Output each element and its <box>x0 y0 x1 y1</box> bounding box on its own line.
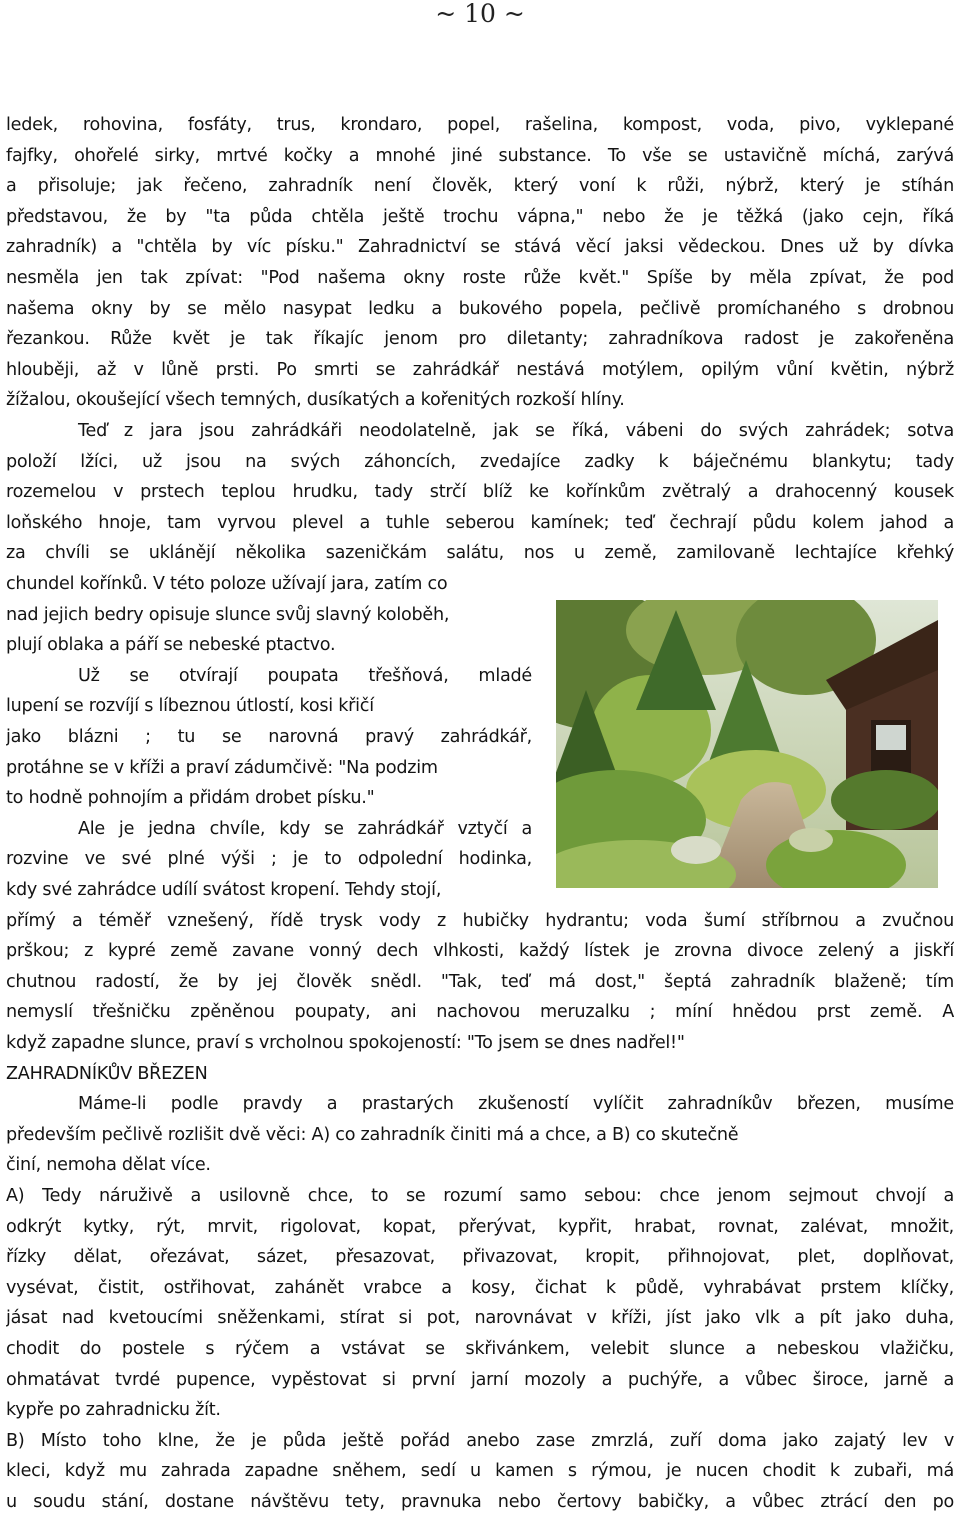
text-line: rozvine ve své plné výši ; je to odpolední hodinka, <box>6 849 532 869</box>
text-line: hlouběji, až v lůně prsti. Po smrti se zahrádkář nestává motýlem, opilým vůní květin, nýbrž <box>6 360 954 380</box>
text-line: nad jejich bedry opisuje slunce svůj slavný koloběh, <box>6 605 450 625</box>
text-line: Máme-li podle pravdy a prastarých zkušeností vylíčit zahradníkův březen, musíme <box>78 1094 954 1114</box>
text-line: za chvíli se uklánějí několika sazeničkám salátu, nos u země, zamilovaně lechtajíce křehký <box>6 543 954 563</box>
text-line: chodit do postele s rýčem a vstávat se skřivánkem, velebit slunce a nebeskou vlažičku, <box>6 1339 954 1359</box>
text-line: kypře po zahradnicku žít. <box>6 1400 221 1420</box>
text-line: kleci, když mu zahrada zapadne sněhem, sedí u kamen s rýmou, je nucen chodit k zubaři, má <box>6 1461 954 1481</box>
text-line: chutnou radostí, že by jej člověk snědl. "Tak, teď má dost," šeptá zahradník blaženě; tím <box>6 972 954 992</box>
text-line: když zapadne slunce, praví s vrcholnou spokojeností: "To jsem se dnes nadřel!" <box>6 1033 685 1053</box>
text-line: chundel kořínků. V této poloze užívají jara, zatím co <box>6 574 448 594</box>
text-line: odkrýt kytky, rýt, mrvit, rigolovat, kopat, přerývat, kypřit, hrabat, rovnat, zalévat, množit, <box>6 1217 954 1237</box>
garden-photo <box>556 600 938 888</box>
text-line: to hodně pohnojím a přidám drobet písku." <box>6 788 375 808</box>
section-heading: ZAHRADNÍKŮV BŘEZEN <box>6 1064 208 1084</box>
text-line: rozemelou v prstech teplou hrudku, tady strčí blíž ke kořínkům zvětralý a drahocenný kousek <box>6 482 954 502</box>
page-number: ~ 10 ~ <box>435 0 525 28</box>
text-line: u soudu stání, dostane návštěvu tety, pravnuka nebo čertovy babičky, a vůbec ztrácí den po <box>6 1492 954 1512</box>
text-line: položí lžíci, už jsou na svých záhoncích, zvedajíce zadky k báječnému blankytu; tady <box>6 452 954 472</box>
text-line: řezankou. Růže květ je tak říkajíc jenom pro diletanty; zahradníkova radost je zakořeněna <box>6 329 954 349</box>
text-line: ohmatávat tvrdé pupence, vypěstovat si první jarní mozoly a puchýře, a vůbec široce, jarně a <box>6 1370 954 1390</box>
text-line: fajfky, ohořelé sirky, mrtvé kočky a mnohé jiné substance. To vše se ustavičně míchá, zarývá <box>6 146 954 166</box>
text-line: činí, nemoha dělat více. <box>6 1155 211 1175</box>
text-line: jásat nad kvetoucími sněženkami, stírat si pot, narovnávat v kříži, jíst jako vlk a pít jako duha, <box>6 1308 954 1328</box>
text-line: zahradník) a "chtěla by víc písku." Zahradnictví se stává věcí jaksi vědeckou. Dnes už by dívka <box>6 237 954 257</box>
text-line: řízky dělat, ořezávat, sázet, přesazovat, přivazovat, kropit, přihnojovat, plet, doplňovat, <box>6 1247 954 1267</box>
text-line: našema okny by se mělo nasypat ledku a bukového popela, pečlivě promíchaného s drobnou <box>6 299 954 319</box>
text-line: přímý a téměř vznešený, řídě trysk vody z hubičky hydrantu; voda šumí stříbrnou a zvučnou <box>6 911 954 931</box>
text-line: loňského hnoje, tam vyrvou plevel a tuhle seberou kamínek; teď čechrají půdu kolem jahod a <box>6 513 954 533</box>
text-line: vysévat, čistit, ostřihovat, zahánět vrabce a kosy, čichat k půdě, vyhrabávat prstem klíčky, <box>6 1278 954 1298</box>
text-line: Už se otvírají poupata třešňová, mladé <box>78 666 532 686</box>
text-line: plují oblaka a páří se nebeské ptactvo. <box>6 635 336 655</box>
text-line: ledek, rohovina, fosfáty, trus, krondaro, popel, rašelina, kompost, voda, pivo, vyklepané <box>6 115 954 135</box>
text-line: kdy své zahrádce udílí svátost kropení. Tehdy stojí, <box>6 880 442 900</box>
text-line: A) Tedy náruživě a usilovně chce, to se rozumí samo sebou: chce jenom sejmout chvojí a <box>6 1186 954 1206</box>
text-line: prškou; z kypré země zavane vonný dech vlhkosti, každý lístek je zrovna divoce zelený a jiskří <box>6 941 954 961</box>
text-line: představou, že by "ta půda chtěla ještě trochu vápna," nebo že je těžká (jako cejn, říká <box>6 207 954 227</box>
text-line: především pečlivě rozlišit dvě věci: A) co zahradník činiti má a chce, a B) co skutečně <box>6 1125 739 1145</box>
text-line: Teď z jara jsou zahrádkáři neodolatelně, jak se říká, vábeni do svých zahrádek; sotva <box>78 421 954 441</box>
text-line: jako blázni ; tu se narovná pravý zahrádkář, <box>6 727 532 747</box>
text-line: protáhne se v kříži a praví zádumčivě: "Na podzim <box>6 758 438 778</box>
text-line: a přisoluje; jak řečeno, zahradník není člověk, který voní k růži, nýbrž, který je stíhán <box>6 176 954 196</box>
text-line: B) Místo toho klne, že je půda ještě pořád anebo zase zmrzlá, zuří doma jako zajatý lev v <box>6 1431 954 1451</box>
text-line: Ale je jedna chvíle, kdy se zahrádkář vztyčí a <box>78 819 532 839</box>
text-line: nesměla jen tak zpívat: "Pod našema okny roste růže květ." Spíše by měla zpívat, že pod <box>6 268 954 288</box>
text-line: nemyslí třešničku zpěněnou poupaty, ani nachovou meruzalku ; míní hnědou prst země. A <box>6 1002 954 1022</box>
text-line: lupení se rozvíjí s líbeznou útlostí, kosi křičí <box>6 696 374 716</box>
text-line: žížalou, okoušející všech temných, dusíkatých a kořenitých rozkoší hlíny. <box>6 390 625 410</box>
